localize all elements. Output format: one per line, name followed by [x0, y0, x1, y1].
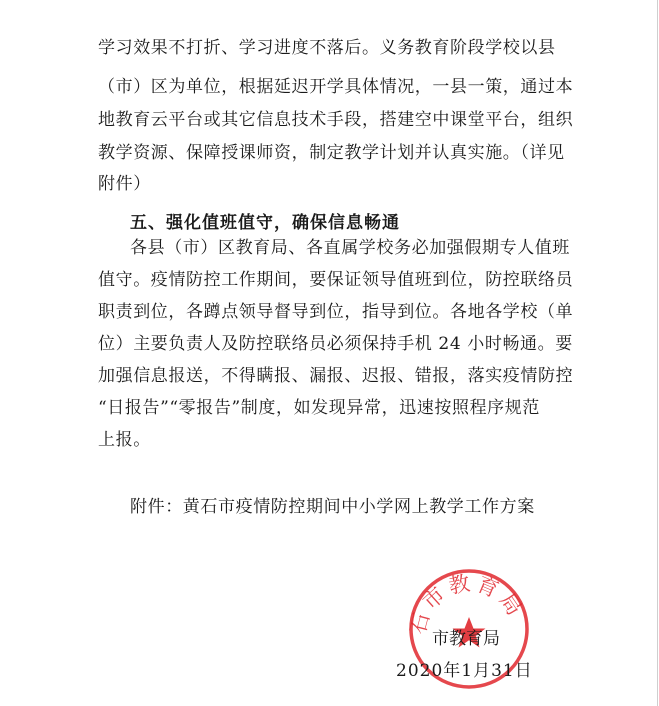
- signature-date: 2020年1月31日: [396, 661, 533, 681]
- body-text-line: 学习效果不打折、学习进度不落后。义务教育阶段学校以县: [98, 38, 556, 58]
- body-text-line: 上报。: [98, 430, 151, 450]
- body-text-line: 各县（市）区教育局、各直属学校务必加强假期专人值班: [130, 238, 570, 258]
- body-text-line: 地教育云平台或其它信息技术手段，搭建空中课堂平台，组织: [98, 110, 574, 130]
- body-text-line: 职责到位，各蹲点领导督导到位，指导到位。各地各学校（单: [98, 302, 574, 322]
- svg-text:石市教育局: 石市教育局: [405, 570, 529, 637]
- body-text-line: 教学资源、保障授课师资，制定教学计划并认真实施。（详见: [98, 143, 565, 163]
- body-text-line: 值守。疫情防控工作期间，要保证领导值班到位，防控联络员: [98, 270, 574, 290]
- attachment-note: 附件：黄石市疫情防控期间中小学网上教学工作方案: [130, 497, 535, 517]
- body-text-line: 位）主要负责人及防控联络员必须保持手机 24 小时畅通。要: [98, 334, 573, 354]
- body-text-line: （市）区为单位，根据延迟开学具体情况，一县一策，通过本: [98, 77, 574, 97]
- section-heading: 五、强化值班值守，确保信息畅通: [130, 213, 400, 233]
- body-text-line: “日报告”“零报告”制度，如发现异常，迅速按照程序规范: [98, 398, 540, 418]
- signer-name: 市教育局: [432, 629, 500, 649]
- body-text-line: 附件）: [98, 174, 151, 194]
- body-text-line: 加强信息报送，不得瞒报、漏报、迟报、错报，落实疫情防控: [98, 366, 574, 386]
